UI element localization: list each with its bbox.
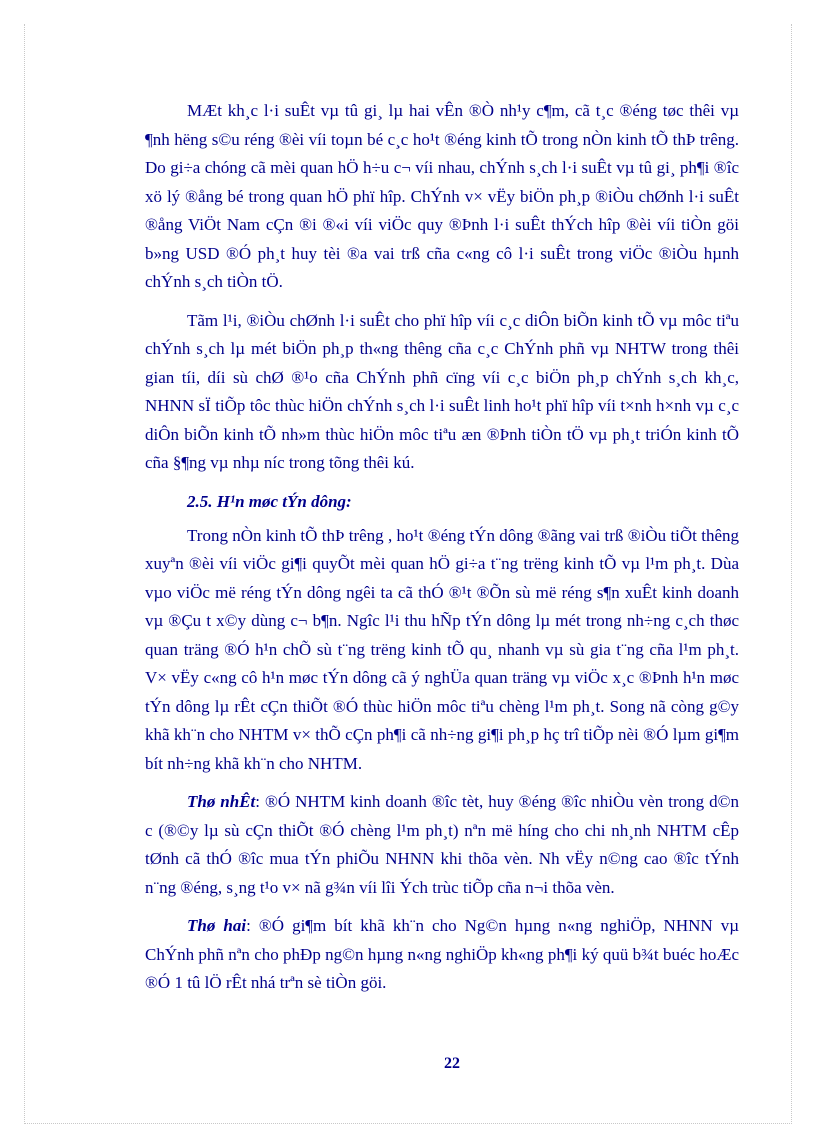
point-first-lead: Thø nhÊt xyxy=(187,792,256,811)
point-second-lead: Thø hai xyxy=(187,916,247,935)
document-body xyxy=(145,97,739,1008)
paragraph-point-second xyxy=(145,912,739,998)
paragraph-summary: Tãm l¹i, ®iÒu chØnh l·i suÊt cho phï hîp víi c¸c diÔn biÕn kinh tÕ vµ môc tiªu chÝnh s¸ch lµ mét biÖn ph¸p th«ng thêng cña c¸c ChÝnh phñ vµ NHTW trong thêi gian tíi, díi sù chØ ®¹o cña ChÝnh phñ cïng víi c¸c biÖn ph¸p chÝnh s¸ch kh¸c, NHNN sÏ tiÕp tôc thùc hiÖn chÝnh s¸ch l·i suÊt linh ho¹t phï hîp víi t×nh h×nh vµ c¸c diÔn biÕn kinh tÕ nh»m thùc hiÖn môc tiªu æn ®Þnh tiÒn tÖ vµ ph¸t triÓn kinh tÕ cña §¶ng vµ nhµ níc trong tõng thêi kú. xyxy=(145,310,739,472)
page-number: 22 xyxy=(444,1055,460,1072)
point-second-text: : ®Ó gi¶m bít khã kh¨n cho Ng©n hµng n«ng nghiÖp, NHNN vµ ChÝnh phñ nªn cho phÐp ng©n hµng n«ng nghiÖp kh«ng ph¶i ký quü b¾t buéc hoÆc ®Ó 1 tû lÖ rÊt nhá trªn sè tiÒn göi. xyxy=(145,916,739,992)
section-heading: 2.5. H¹n møc tÝn dông: xyxy=(187,491,352,511)
paragraph-interest-exchange: MÆt kh¸c l·i suÊt vµ tû gi¸ lµ hai vÊn ®Ò nh¹y c¶m, cã t¸c ®éng tøc thêi vµ ¶nh hëng s©u réng ®èi víi toµn bé c¸c ho¹t ®éng kinh tÕ trong nÒn kinh tÕ thÞ trêng. Do gi÷a chóng cã mèi quan hÖ h÷u c¬ víi nhau, chÝnh s¸ch l·i suÊt vµ tû gi¸ ph¶i ®îc xö lý ®ång bé trong quan hÖ phï hîp. ChÝnh v× vËy biÖn ph¸p ®iÒu chØnh l·i suÊt ®ång ViÖt Nam cÇn ®i ®«i víi viÖc quy ®Þnh l·i suÊt thÝch hîp ®èi víi tiÒn göi b»ng USD ®Ó ph¸t huy tèi ®a vai trß cña c«ng cô l·i suÊt trong viÖc ®iÒu hµnh chÝnh s¸ch tiÒn tÖ. xyxy=(145,101,739,291)
paragraph-point-first xyxy=(145,788,739,902)
point-first-text: : ®Ó NHTM kinh doanh ®îc tèt, huy ®éng ®îc nhiÒu vèn trong d©n c (®©y lµ sù cÇn thiÕt ®Ó chèng l¹m ph¸t) nªn më híng cho chi nh¸nh NHTM cÊp tØnh cã thÓ ®îc mua tÝn phiÕu NHNN khi thõa vèn. Nh vËy n©ng cao ®îc tÝnh n¨ng ®éng, s¸ng t¹o v× nã g¾n víi lîi Ých trùc tiÕp cña n¬i thõa vèn. xyxy=(145,792,740,897)
paragraph-credit-activity: Trong nÒn kinh tÕ thÞ trêng , ho¹t ®éng tÝn dông ®ãng vai trß ®iÒu tiÕt thêng xuyªn ®èi víi viÖc gi¶i quyÕt mèi quan hÖ gi÷a t¨ng trëng kinh tÕ vµ l¹m ph¸t. Dùa vµo viÖc më réng tÝn dông ngêi ta cã thÓ ®¹t ®Õn sù më réng s¶n xuÊt kinh doanh vµ ®Çu t x©y dùng c¬ b¶n. Ngîc l¹i thu hÑp tÝn dông lµ mét trong nh÷ng c¸ch thøc quan träng ®Ó h¹n chÕ sù t¨ng trëng kinh tÕ qu¸ nhanh vµ sù gia t¨ng cña l¹m ph¸t. V× vËy c«ng cô h¹n møc tÝn dông cã ý nghÜa quan träng vµ viÖc x¸c ®Þnh h¹n møc tÝn dông lµ rÊt cÇn thiÕt ®Ó thùc hiÖn môc tiªu chèng l¹m ph¸t. Song nã còng g©y khã kh¨n cho NHTM v× thÕ cÇn ph¶i cã nh÷ng gi¶i ph¸p hç trî tiÕp nèi ®Ó lµm gi¶m bít nh÷ng khã kh¨n cho NHTM. xyxy=(145,525,739,773)
